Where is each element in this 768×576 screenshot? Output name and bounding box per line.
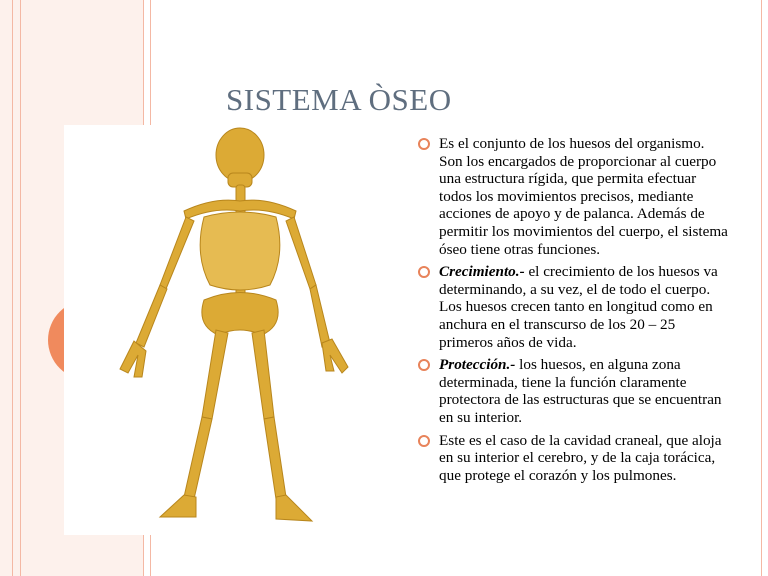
- skeleton-image: [64, 125, 386, 535]
- slide-title: SISTEMA ÒSEO: [226, 82, 452, 117]
- bullet-item: [418, 432, 728, 485]
- bullet-lead: Crecimiento.-: [439, 263, 525, 281]
- bullet-circle-icon: [418, 266, 430, 278]
- bullet-circle-icon: [418, 435, 430, 447]
- skeleton-illustration: [64, 125, 386, 535]
- bullet-text: Este es el caso de la cavidad craneal, que aloja en su interior el cerebro, y de la caja torácica, que protege el corazón y los pulmones.: [439, 431, 722, 484]
- decor-stripe: [20, 0, 21, 576]
- bullet-text: el crecimiento de los huesos va determinando, a su vez, el de todo el cuerpo. Los huesos crecen tanto en longitud como en anchura en el transcurso de los 20 – 25 primeros años de vida.: [439, 263, 718, 351]
- bullet-list: [418, 135, 728, 489]
- decor-stripe: [761, 0, 762, 576]
- bullet-circle-icon: [418, 138, 430, 150]
- bullet-item: [418, 135, 728, 258]
- bullet-item: [418, 263, 728, 351]
- bullet-circle-icon: [418, 359, 430, 371]
- decor-stripe: [12, 0, 13, 576]
- bullet-text: Es el conjunto de los huesos del organismo. Son los encargados de proporcionar al cuerpo una estructura rígida, que permita efectuar todos los movimientos precisos, mediante acciones de apoyo y de palanca. Además de permitir los movimientos del cuerpo, el sistema óseo tiene otras funciones.: [439, 135, 728, 258]
- bullet-item: [418, 356, 728, 426]
- bullet-lead: Protección.-: [439, 356, 516, 374]
- bullet-text: los huesos, en alguna zona determinada, tiene la función claramente protectora de las estructuras que se encuentran en su interior.: [439, 356, 722, 426]
